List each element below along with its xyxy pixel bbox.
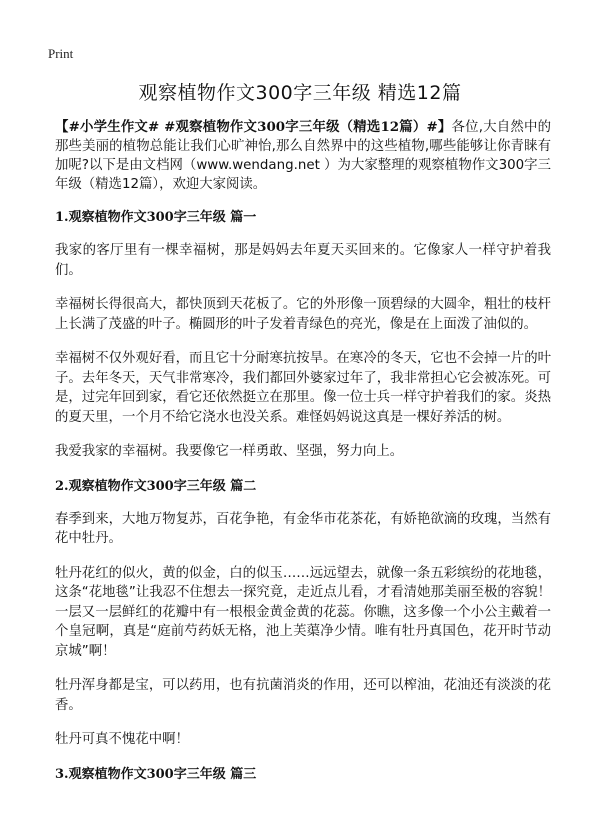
paragraph: 牡丹花红的似火，黄的似金，白的似玉……远远望去，就像一条五彩缤纷的花地毯，这条“花地毯”让我忍不住想去一探究竟，走近点儿看，才看清她那美丽至极的容貌！一层又一层鲜红的花瓣中有一根根金黄金黄的花蕊。你瞧，这多像一个小公主戴着一个皇冠啊，真是“庭前芍药妖无格，池上芙蕖净少情。唯有牡丹真国色，花开时节动京城”啊！ — [55, 565, 551, 659]
paragraph: 幸福树长得很高大，都快顶到天花板了。它的外形像一顶碧绿的大圆伞，粗壮的枝杆上长满了茂盛的叶子。椭圆形的叶子发着青绿色的亮光，像是在上面泼了油似的。 — [55, 297, 551, 332]
intro-text: 各位,大自然中的那些美丽的植物总能让我们心旷神怡,那么自然界中的这些植物,哪些能够让你青睐有加呢?以下是由文档网（www.wendang.net ）为大家整理的观察植物作文300字三年级（精选12篇），欢迎大家阅读。 — [55, 120, 551, 192]
paragraph: 牡丹浑身都是宝，可以药用，也有抗菌消炎的作用，还可以榨油，花油还有淡淡的花香。 — [55, 678, 551, 713]
intro-tag: 【#小学生作文# #观察植物作文300字三年级（精选12篇）#】 — [55, 119, 452, 135]
print-link[interactable]: Print — [48, 46, 74, 61]
paragraph: 我家的客厅里有一棵幸福树，那是妈妈去年夏天买回来的。它像家人一样守护着我们。 — [55, 243, 551, 278]
paragraph: 我爱我家的幸福树。我要像它一样勇敢、坚强，努力向上。 — [55, 444, 404, 459]
paragraph: 牡丹可真不愧花中啊！ — [55, 732, 189, 747]
section-heading-1: 1.观察植物作文300字三年级 篇一 — [55, 210, 257, 225]
section-heading-3: 3.观察植物作文300字三年级 篇三 — [55, 766, 257, 782]
document-title: 观察植物作文300字三年级 精选12篇 — [138, 82, 462, 104]
intro-paragraph — [55, 118, 551, 194]
paragraph: 春季到来，大地万物复苏，百花争艳，有金华市花茶花，有娇艳欲滴的玫瑰，当然有花中牡丹。 — [55, 511, 551, 546]
section-heading-2: 2.观察植物作文300字三年级 篇二 — [55, 478, 257, 494]
article-body — [55, 118, 551, 798]
paragraph: 幸福树不仅外观好看，而且它十分耐寒抗按旱。在寒冷的冬天，它也不会掉一片的叶子。去年冬天，天气非常寒冷，我们都回外婆家过年了，我非常担心它会被冻死。可是，过完年回到家，看它还依然挺立在那里。像一位士兵一样守护着我们的家。炎热的夏天里，一个月不给它浇水也没关系。难怪妈妈说这真是一棵好养活的树。 — [55, 351, 551, 425]
